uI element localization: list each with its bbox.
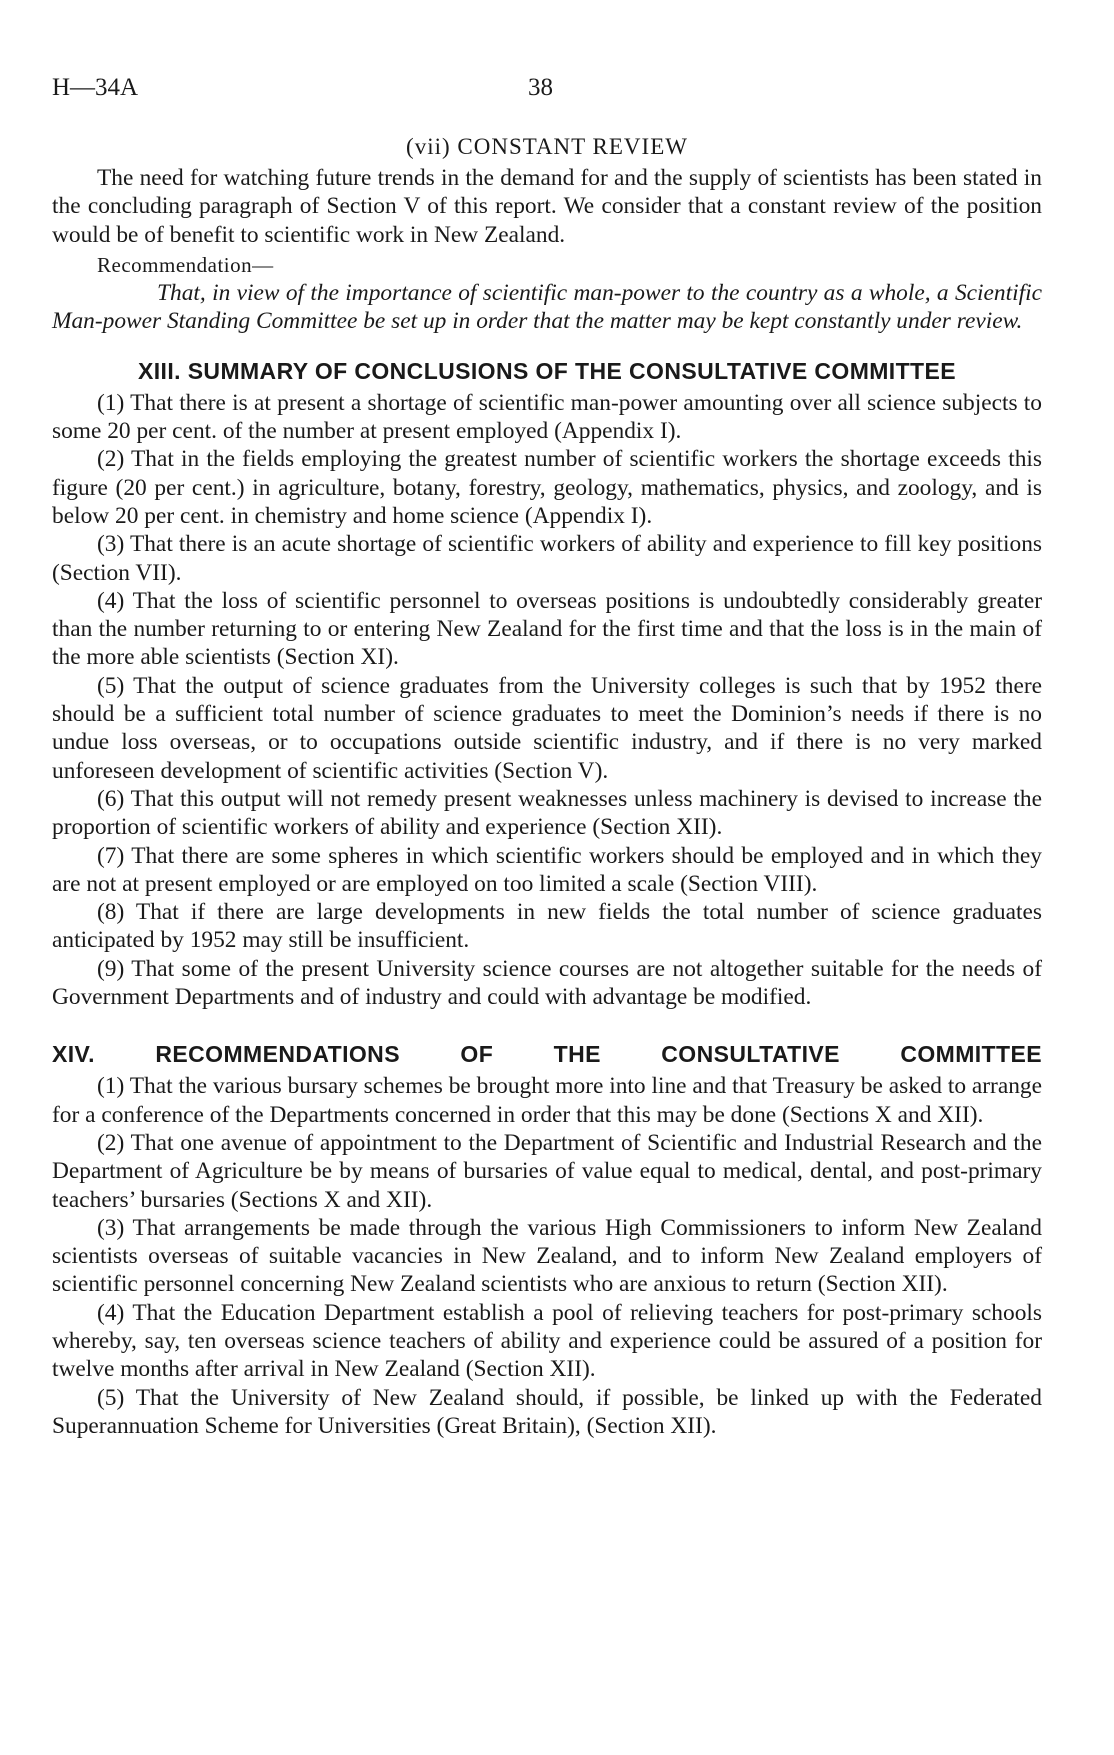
document-page [52,74,1042,1440]
heading-word: XIV. [52,1041,95,1068]
section-recommendations [52,1041,1042,1440]
section-heading: XIII. SUMMARY OF CONCLUSIONS OF THE CONSULTATIVE COMMITTEE [138,357,956,384]
paragraph: The need for watching future trends in the demand for and the supply of scientists has been stated in the concluding paragraph of Section V of this report. We consider that a constant review of the position would be of benefit to scientific work in New Zealand. [52,165,1042,248]
heading-word: CONSULTATIVE [661,1041,840,1068]
document-reference: H—34A [52,74,139,101]
section-summary-of-conclusions [52,358,1042,1012]
section-heading: (vii) CONSTANT REVIEW [406,134,688,159]
section-constant-review [52,134,1042,336]
list-item: (2) That one avenue of appointment to the Department of Scientific and Industrial Research and the Department of Agriculture be by means of bursaries of value equal to medical, dental, and post-primary teachers’ bursaries (Sections X and XII). [52,1129,1042,1213]
list-item: (5) That the University of New Zealand should, if possible, be linked up with the Federated Superannuation Scheme for Universities (Great Britain), (Section XII). [52,1384,1042,1439]
list-item: (8) That if there are large developments in new fields the total number of science graduates anticipated by 1952 may still be insufficient. [52,899,1042,954]
heading-word: COMMITTEE [900,1041,1042,1068]
list-item: (7) That there are some spheres in which scientific workers should be employed and in which they are not at present employed or are employed on too limited a scale (Section VIII). [52,842,1042,897]
heading-word: OF [460,1041,494,1068]
heading-word: THE [553,1041,601,1068]
list-item: (4) That the Education Department establish a pool of relieving teachers for post-primary schools whereby, say, ten overseas science teachers of ability and experience could be assured of a position for twelve months after arrival in New Zealand (Section XII). [52,1299,1042,1383]
page-header [52,74,1042,114]
list-item: (3) That arrangements be made through the various High Commissioners to inform New Zealand scientists overseas of suitable vacancies in New Zealand, and to inform New Zealand employers of scientific personnel concerning New Zealand scientists who are anxious to return (Section XII). [52,1214,1042,1298]
section-heading [52,1041,1042,1068]
list-item: (4) That the loss of scientific personnel to overseas positions is undoubtedly considerably greater than the number returning to or entering New Zealand for the first time and that the loss is in the main of the more able scientists (Section XI). [52,587,1042,671]
page-number: 38 [528,74,553,101]
list-item: (9) That some of the present University science courses are not altogether suitable for the needs of Government Departments and of industry and could with advantage be modified. [52,955,1042,1011]
heading-word: RECOMMENDATIONS [155,1041,400,1068]
recommendation-label: Recommendation— [97,252,274,277]
list-item: (1) That there is at present a shortage of scientific man-power amounting over all science subjects to some 20 per cent. of the number at present employed (Appendix I). [52,389,1042,445]
recommendation-text: That, in view of the importance of scientific man-power to the country as a whole, a Scientific Man-power Standing Committee be set up in order that the matter may be kept constantly under review. [52,280,1042,335]
list-item: (3) That there is an acute shortage of scientific workers of ability and experience to fill key positions (Section VII). [52,531,1042,586]
list-item: (6) That this output will not remedy present weaknesses unless machinery is devised to increase the proportion of scientific workers of ability and experience (Section XII). [52,785,1042,841]
list-item: (1) That the various bursary schemes be brought more into line and that Treasury be asked to arrange for a conference of the Departments concerned in order that this may be done (Sections X and XII). [52,1073,1042,1128]
list-item: (2) That in the fields employing the greatest number of scientific workers the shortage exceeds this figure (20 per cent.) in agriculture, botany, forestry, geology, mathematics, physics, and zoology, and is below 20 per cent. in chemistry and home science (Appendix I). [52,446,1042,529]
list-item: (5) That the output of science graduates from the University colleges is such that by 1952 there should be a sufficient total number of science graduates to meet the Dominion’s needs if there is no undue loss overseas, or to occupations outside scientific industry, and if there is no very marked unforeseen development of scientific activities (Section V). [52,672,1042,784]
